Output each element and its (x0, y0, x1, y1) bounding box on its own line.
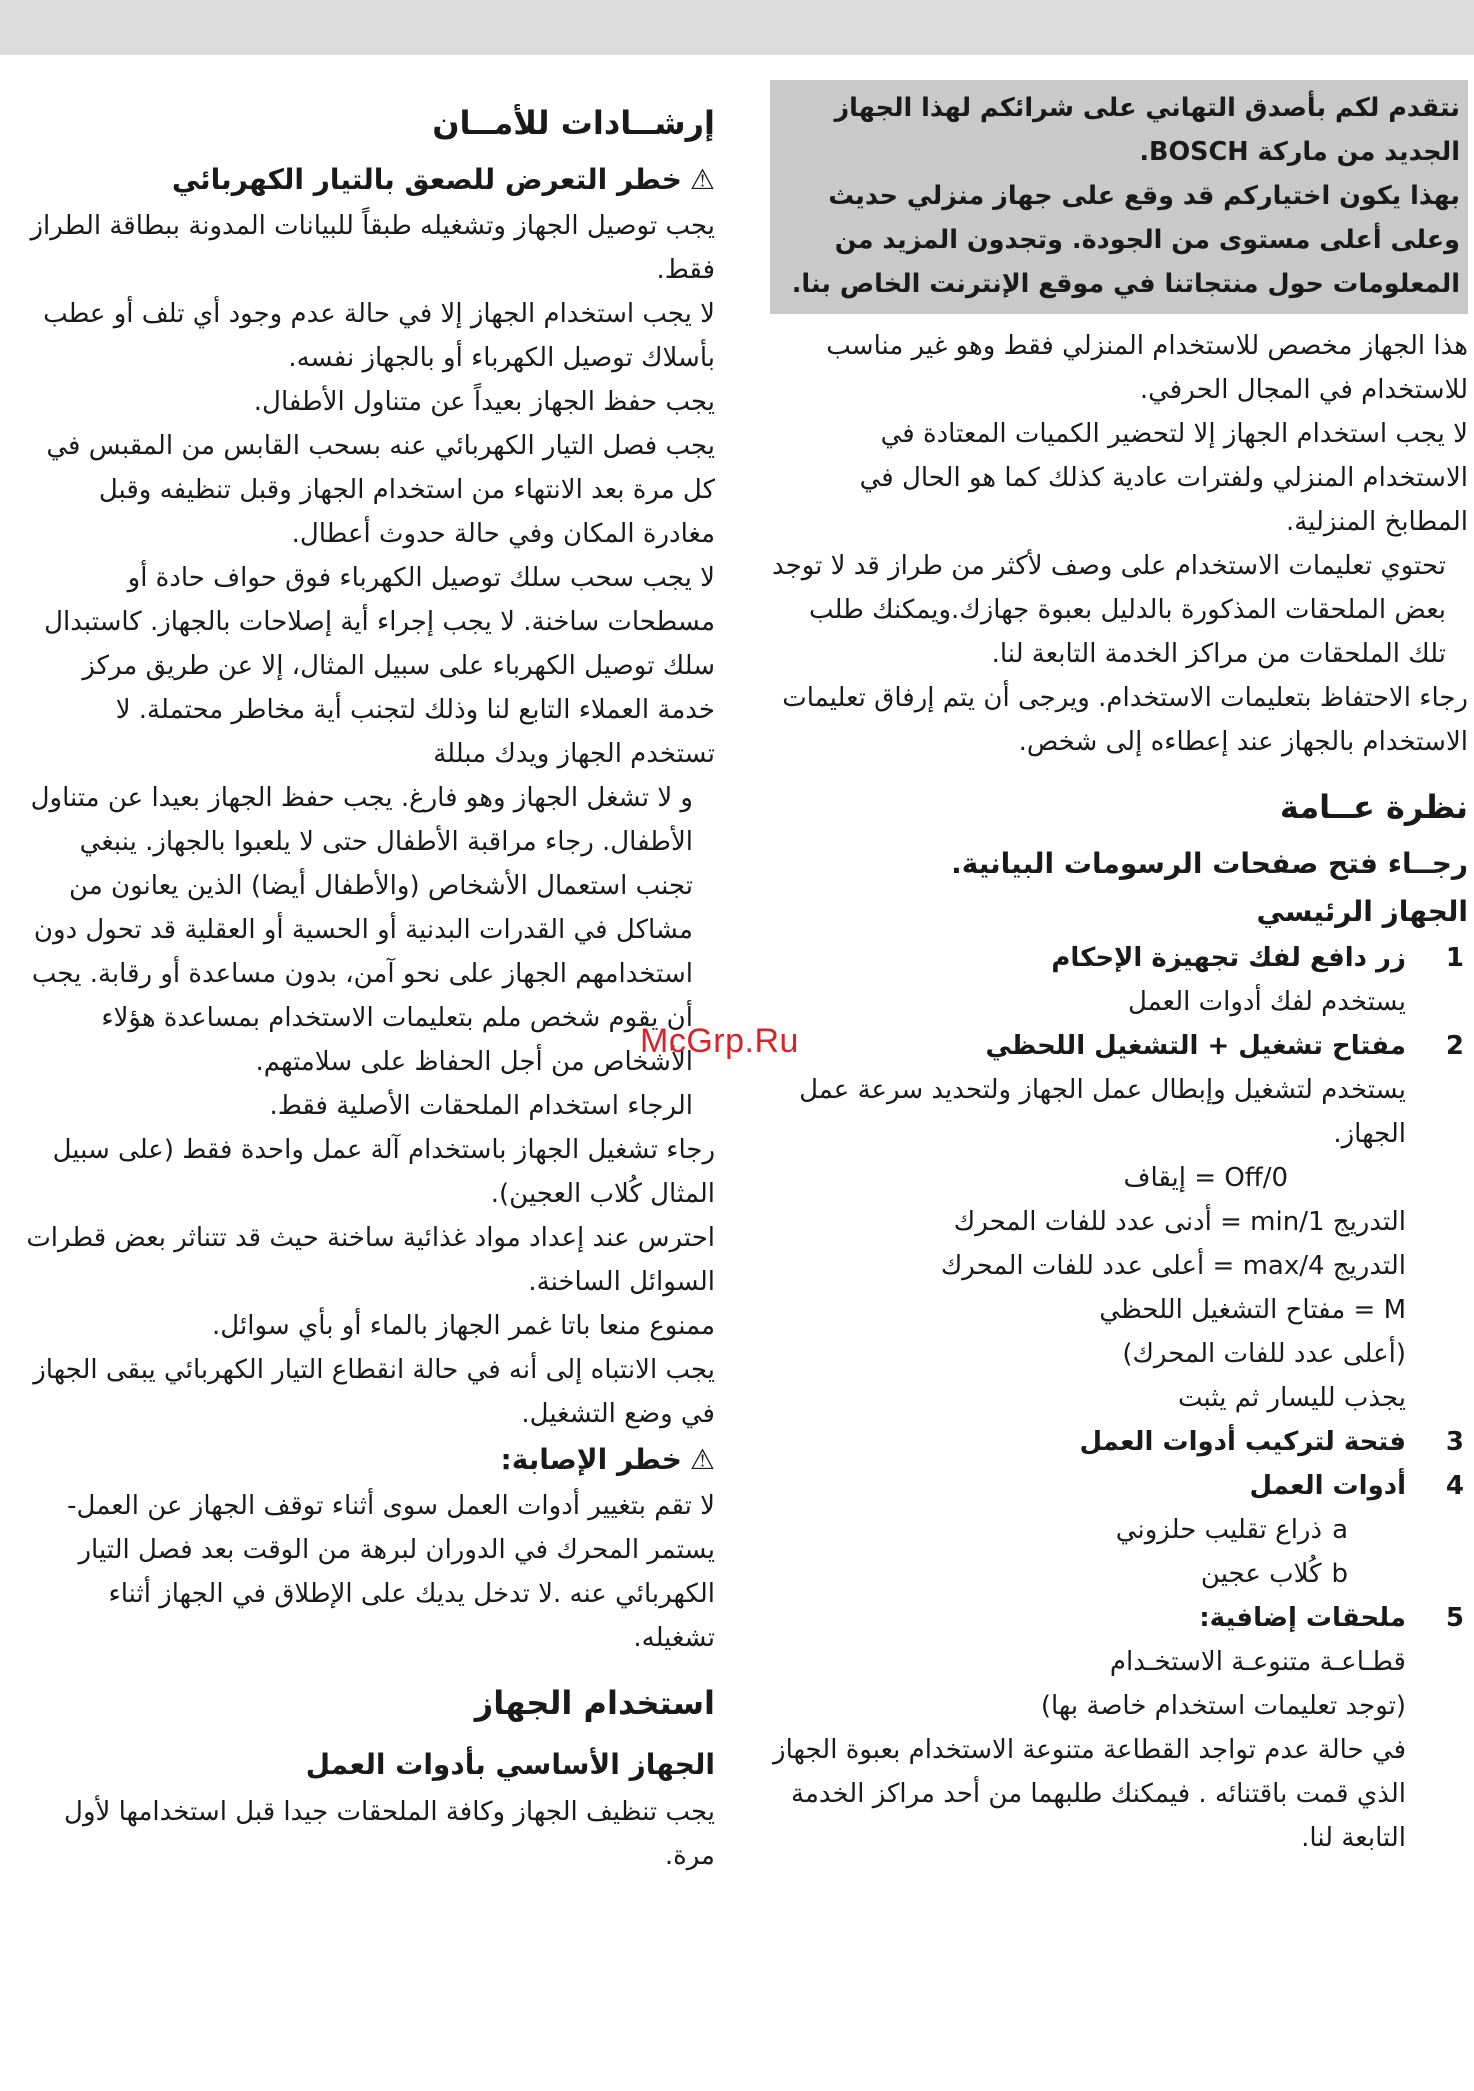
safety-paragraph: يجب حفظ الجهاز بعيداً عن متناول الأطفال. (253, 387, 715, 417)
item-description: يستخدم لفك أدوات العمل (1127, 987, 1406, 1017)
safety-paragraph: و لا تشغل الجهاز وهو فارغ. يجب حفظ الجهاز بعيدا عن متناول الأطفال. رجاء مراقبة الأطفال حتى لا يلعبوا بالجهاز. ينبغي تجنب استعمال الأشخاص (والأطفال أيضا) الذين يعانون من مشاكل في القدرات البدنية أو الحسية أو العقلية قد تحول دون استخدامهم الجهاز على نحو آمن، بدون مساعدة أو رقابة. يجب أن يقوم شخص ملم بتعليمات الاستخدام بمساعدة هؤلاء الأشخاص من أجل الحفاظ على سلامتهم. (30, 783, 693, 1077)
right-column (770, 80, 1468, 1860)
injury-heading (25, 1436, 715, 1484)
safety-paragraph: يجب توصيل الجهاز وتشغيله طبقاً للبيانات المدونة ببطاقة الطراز فقط. (30, 211, 715, 285)
safety-paragraph: الرجاء استخدام الملحقات الأصلية فقط. (269, 1091, 693, 1121)
tool-text: كُلاب عجين (1200, 1559, 1322, 1589)
shock-heading-text: خطر التعرض للصعق بالتيار الكهربائي (171, 163, 682, 196)
watermark-text: McGrp.Ru (640, 1022, 799, 1060)
injury-heading-text: خطر الإصابة: (500, 1443, 682, 1476)
shock-heading (25, 156, 715, 204)
tool-a (770, 1508, 1468, 1552)
safety-paragraph: لا يجب سحب سلك توصيل الكهرباء فوق حواف حادة أو مسطحات ساخنة. لا يجب إجراء أية إصلاحات بالجهاز. كاستبدال سلك توصيل الكهرباء على سبيل المثال، إلا عن طريق مركز خدمة العملاء التابع لنا وذلك لتجنب أية مخاطر محتملة. لا تستخدم الجهاز ويدك مبللة (44, 563, 715, 769)
main-unit-heading: الجهاز الرئيسي (1256, 895, 1468, 928)
item-5-note: في حالة عدم تواجد القطاعة متنوعة الاستخدام بعبوة الجهاز الذي قمت باقتنائه . فيمكنك طلبهما من أحد مراكز الخدمة التابعة لنا. (773, 1735, 1406, 1853)
safety-paragraph: لا يجب استخدام الجهاز إلا في حالة عدم وجود أي تلف أو عطب بأسلاك توصيل الكهرباء أو بالجهاز نفسه. (43, 299, 715, 373)
intro-box (770, 80, 1468, 314)
item-title: زر دافع لفك تجهيزة الإحكام (1051, 943, 1406, 973)
item-2 (770, 1024, 1468, 1156)
item-4 (770, 1464, 1468, 1508)
setting-momentary-action: يجذب لليسار ثم يثبت (1178, 1383, 1406, 1413)
usage-paragraph: تحتوي تعليمات الاستخدام على وصف لأكثر من طراز قد لا توجد بعض الملحقات المذكورة بالدليل بعبوة جهازك.ويمكنك طلب تلك الملحقات من مراكز الخدمة التابعة لنا. (772, 551, 1446, 669)
left-column (25, 98, 715, 1878)
open-figures-note: رجــاء فتح صفحات الرسومات البيانية. (951, 847, 1468, 880)
item-title: ملحقات إضافية: (1199, 1603, 1406, 1633)
item-number: 4 (1445, 1471, 1464, 1501)
basic-unit-heading: الجهاز الأساسي بأدوات العمل (305, 1748, 715, 1781)
usage-paragraph: لا يجب استخدام الجهاز إلا لتحضير الكميات المعتادة في الاستخدام المنزلي ولفترات عادية كذلك كما هو الحال في المطابخ المنزلية. (859, 419, 1468, 537)
safety-paragraph: احترس عند إعداد مواد غذائية ساخنة حيث قد تتناثر بعض قطرات السوائل الساخنة. (26, 1223, 715, 1297)
setting-momentary-note: (أعلى عدد للفات المحرك) (1122, 1339, 1406, 1369)
header-band (0, 0, 1474, 55)
safety-paragraph: رجاء تشغيل الجهاز باستخدام آلة عمل واحدة فقط (على سبيل المثال كُلاب العجين). (52, 1135, 715, 1209)
item-title: فتحة لتركيب أدوات العمل (1079, 1427, 1406, 1457)
warning-icon: ⚠ (689, 1443, 715, 1476)
item-number: 2 (1445, 1031, 1464, 1061)
setting-off: Off/0 = إيقاف (1123, 1163, 1288, 1193)
safety-heading: إرشــادات للأمــان (432, 104, 715, 142)
setting-max: التدريج max/4 = أعلى عدد للفات المحرك (940, 1251, 1406, 1281)
intro-line-1: نتقدم لكم بأصدق التهاني على شرائكم لهذا الجهاز الجديد من ماركة BOSCH. (834, 93, 1460, 167)
usage-paragraph: رجاء الاحتفاظ بتعليمات الاستخدام. ويرجى أن يتم إرفاق تعليمات الاستخدام بالجهاز عند إعطاءه إلى شخص. (782, 683, 1468, 757)
warning-icon: ⚠ (689, 163, 715, 196)
basic-paragraph: يجب تنظيف الجهاز وكافة الملحقات جيدا قبل استخدامها لأول مرة. (64, 1797, 715, 1871)
use-heading: استخدام الجهاز (474, 1684, 715, 1722)
item-3 (770, 1420, 1468, 1464)
safety-paragraph: يجب الانتباه إلى أنه في حالة انقطاع التيار الكهربائي يبقى الجهاز في وضع التشغيل. (33, 1355, 715, 1429)
item-number: 3 (1445, 1427, 1464, 1457)
safety-paragraph: ممنوع منعا باتا غمر الجهاز بالماء أو بأي سوائل. (212, 1311, 715, 1341)
tool-letter: b (1331, 1559, 1348, 1589)
setting-min: التدريج min/1 = أدنى عدد للفات المحرك (953, 1207, 1406, 1237)
item-number: 1 (1445, 943, 1464, 973)
item-number: 5 (1445, 1603, 1464, 1633)
item-title: أدوات العمل (1249, 1471, 1406, 1501)
tool-b (770, 1552, 1468, 1596)
item-line: (توجد تعليمات استخدام خاصة بها) (1040, 1691, 1406, 1721)
usage-paragraph: هذا الجهاز مخصص للاستخدام المنزلي فقط وهو غير مناسب للاستخدام في المجال الحرفي. (826, 331, 1468, 405)
item-line: قطـاعـة متنوعـة الاستخـدام (1109, 1647, 1406, 1677)
item-title: مفتاح تشغيل + التشغيل اللحظي (985, 1031, 1406, 1061)
item-1 (770, 936, 1468, 1024)
safety-paragraph: يجب فصل التيار الكهربائي عنه بسحب القابس من المقبس في كل مرة بعد الانتهاء من استخدام الجهاز وقبل تنظيفه وقبل مغادرة المكان وفي حالة حدوث أعطال. (46, 431, 715, 549)
item-description: يستخدم لتشغيل وإبطال عمل الجهاز ولتحديد سرعة عمل الجهاز. (799, 1075, 1406, 1149)
tool-text: ذراع تقليب حلزوني (1115, 1515, 1323, 1545)
item-5 (770, 1596, 1468, 1728)
setting-momentary: M = مفتاح التشغيل اللحظي (1099, 1295, 1406, 1325)
intro-line-2: بهذا يكون اختياركم قد وقع على جهاز منزلي حديث وعلى أعلى مستوى من الجودة. وتجدون المزيد من المعلومات حول منتجاتنا في موقع الإنترنت الخاص بنا. (791, 181, 1460, 299)
injury-paragraph: لا تقم بتغيير أدوات العمل سوى أثناء توقف الجهاز عن العمل- يستمر المحرك في الدوران لبرهة من الوقت بعد فصل التيار الكهربائي عنه .لا تدخل يديك على الإطلاق في الجهاز أثناء تشغيله. (67, 1491, 715, 1653)
tool-letter: a (1332, 1515, 1348, 1545)
overview-heading: نظرة عــامة (1279, 788, 1468, 826)
